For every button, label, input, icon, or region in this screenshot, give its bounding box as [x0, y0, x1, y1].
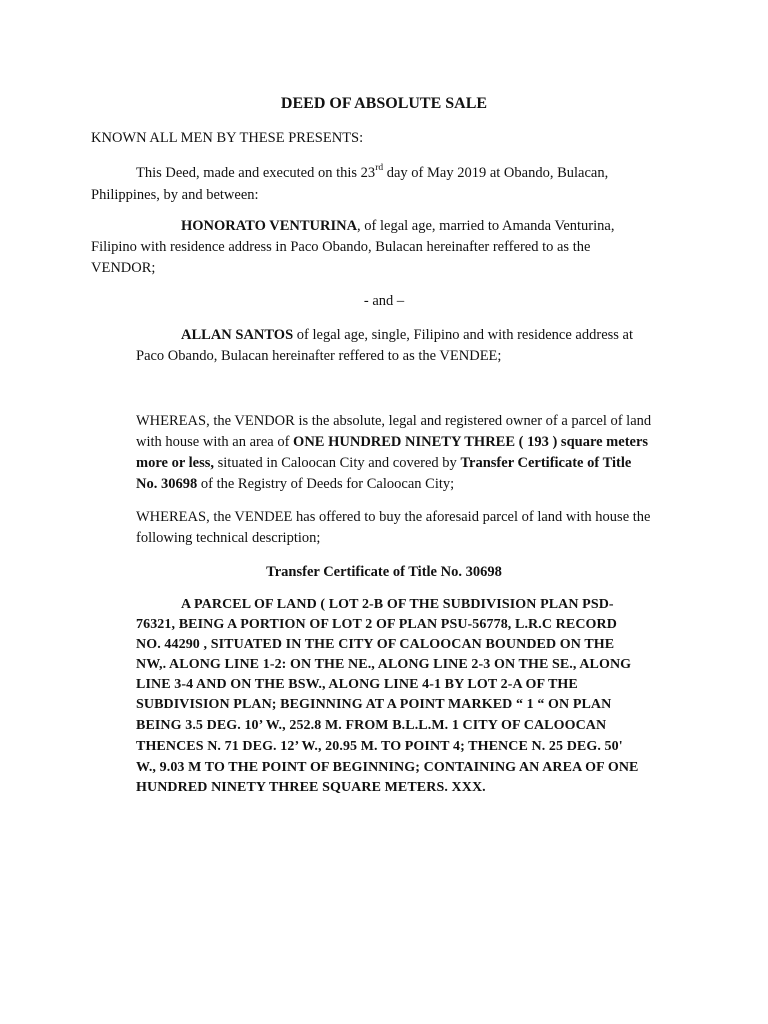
tech-desc-line: 76321, BEING A PORTION OF LOT 2 OF PLAN PSU-56778, L.R.C RECORD — [136, 617, 617, 632]
tech-desc-line: SUBDIVISION PLAN; BEGINNING AT A POINT MARKED “ 1 “ ON PLAN — [136, 697, 612, 712]
tech-desc-line: A PARCEL OF LAND ( LOT 2-B OF THE SUBDIVISION PLAN PSD- — [181, 597, 614, 612]
whereas1-line-4 — [136, 474, 454, 494]
whereas2-line-1: WHEREAS, the VENDEE has offered to buy the aforesaid parcel of land with house the — [136, 509, 651, 525]
tct-label: Transfer Certificate of Title — [460, 455, 632, 471]
intro-text-rest: day of May 2019 at Obando, Bulacan, — [383, 165, 609, 181]
intro-line-2: Philippines, by and between: — [91, 187, 259, 203]
registry-text: of the Registry of Deeds for Caloocan City; — [197, 476, 455, 492]
area-qualifier: more or less, — [136, 455, 214, 471]
vendor-line-3: VENDOR; — [91, 260, 156, 276]
tech-desc-line: THENCES N. 71 DEG. 12’ W., 20.95 M. TO POINT 4; THENCE N. 25 DEG. 50' — [136, 739, 623, 754]
location-text: situated in Caloocan City and covered by — [214, 455, 461, 471]
intro-superscript: rd — [375, 163, 384, 174]
tech-desc-line: W., 9.03 M TO THE POINT OF BEGINNING; CONTAINING AN AREA OF ONE — [136, 760, 639, 775]
vendor-details: , of legal age, married to Amanda Venturina, — [357, 218, 615, 234]
vendor-line-2: Filipino with residence address in Paco Obando, Bulacan hereinafter reffered to as the — [91, 239, 591, 255]
document-title: DEED OF ABSOLUTE SALE — [280, 95, 488, 112]
vendee-name: ALLAN SANTOS — [181, 327, 294, 343]
whereas1-line-2 — [136, 432, 648, 452]
intro-text: This Deed, made and executed on this 23 — [136, 165, 376, 181]
opening-line: KNOWN ALL MEN BY THESE PRESENTS: — [91, 130, 364, 146]
area-value: ONE HUNDRED NINETY THREE ( 193 ) square meters — [293, 434, 649, 450]
vendee-line-2: Paco Obando, Bulacan hereinafter reffered to as the VENDEE; — [136, 348, 502, 364]
whereas1-line-1: WHEREAS, the VENDOR is the absolute, legal and registered owner of a parcel of land — [136, 413, 652, 429]
tech-desc-line: NO. 44290 , SITUATED IN THE CITY OF CALOOCAN BOUNDED ON THE — [136, 637, 615, 652]
vendor-name: HONORATO VENTURINA — [181, 218, 358, 234]
vendor-line-1 — [181, 216, 614, 236]
intro-line-1 — [136, 163, 608, 183]
tech-desc-line: HUNDRED NINETY THREE SQUARE METERS. XXX. — [136, 780, 486, 795]
tech-desc-line: BEING 3.5 DEG. 10’ W., 252.8 M. FROM B.L.L.M. 1 CITY OF CALOOCAN — [136, 718, 607, 733]
whereas1-line-3 — [136, 453, 631, 473]
and-separator: - and – — [363, 293, 405, 309]
tech-desc-line: NW,. ALONG LINE 1-2: ON THE NE., ALONG LINE 2-3 ON THE SE., ALONG — [136, 657, 632, 672]
tct-heading: Transfer Certificate of Title No. 30698 — [266, 564, 502, 580]
area-intro: with house with an area of — [136, 434, 294, 450]
whereas2-line-2: following technical description; — [136, 530, 321, 546]
vendee-line-1 — [181, 325, 633, 345]
tct-number: No. 30698 — [136, 476, 198, 492]
vendee-details: of legal age, single, Filipino and with residence address at — [293, 327, 634, 343]
tech-desc-line: LINE 3-4 AND ON THE BSW., ALONG LINE 4-1 BY LOT 2-A OF THE — [136, 677, 578, 692]
